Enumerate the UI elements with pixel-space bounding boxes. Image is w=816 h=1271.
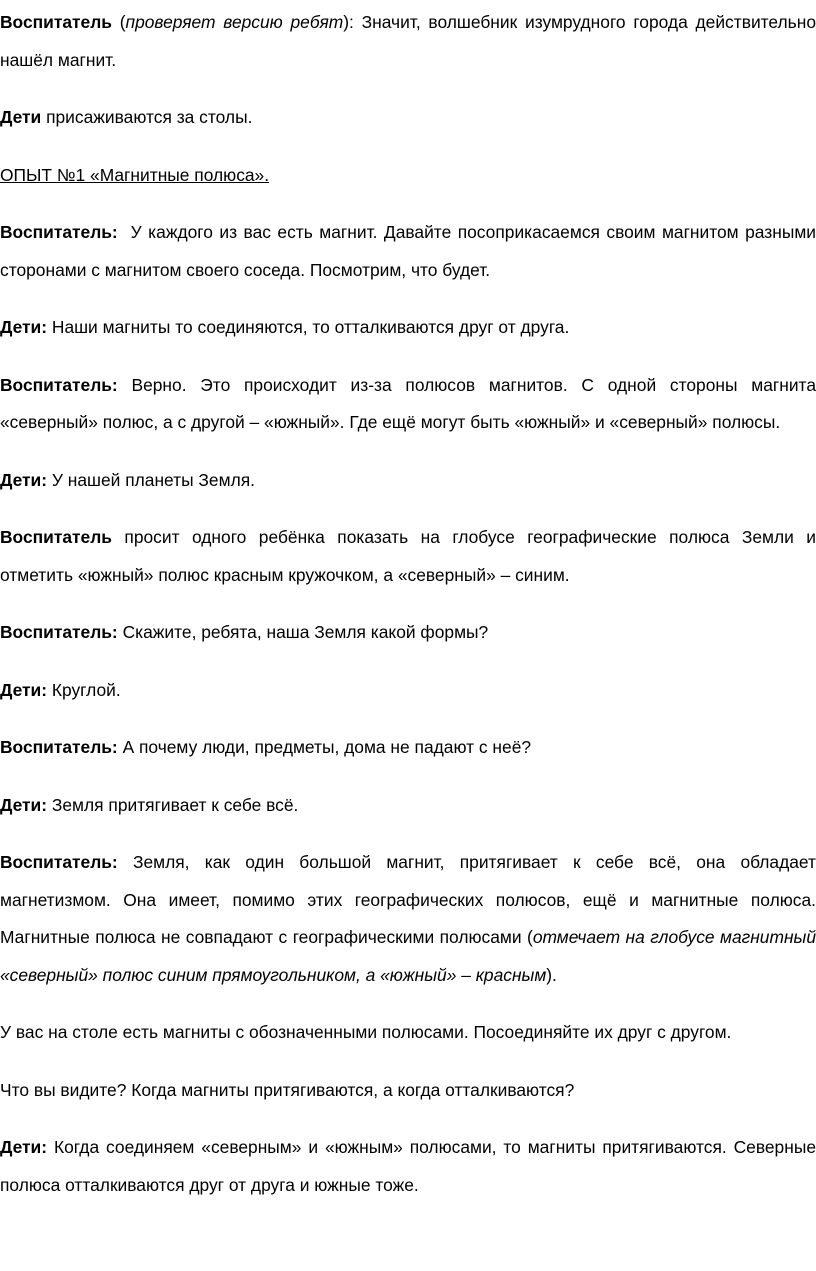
speaker-label: Дети: xyxy=(0,317,48,337)
paragraph-3-heading xyxy=(0,157,816,195)
text-run: Что вы видите? Когда магниты притягиваются, а когда отталкиваются? xyxy=(0,1079,575,1100)
speaker-label: Дети: xyxy=(0,679,48,700)
speaker-label: Дети xyxy=(0,107,42,127)
paragraph-10 xyxy=(0,672,816,710)
paragraph-8 xyxy=(0,519,816,594)
text-run: Верно. Это происходит из-за полюсов магнитов. С одной стороны магнита «северный» полюс, а с другой – «южный». Где ещё могут быть «южный» и «северный» полюсы. xyxy=(0,374,816,432)
speaker-label: Дети: xyxy=(0,794,48,815)
text-run: ). xyxy=(546,964,557,985)
stage-direction: проверяет версию ребят xyxy=(125,12,344,32)
speaker-label: Воспитатель: xyxy=(0,622,118,642)
speaker-label: Воспитатель: xyxy=(0,737,118,757)
paragraph-6 xyxy=(0,367,816,442)
paragraph-1 xyxy=(0,4,816,79)
speaker-label: Воспитатель: xyxy=(0,222,118,242)
paragraph-16 xyxy=(0,1129,816,1204)
text-run: Земля, как один большой магнит, притягивает к себе всё, она обладает магнетизмом. Она имеет, помимо этих географических полюсов, ещё и магнитные полюса. Магнитные полюса не совпадают с географическими полюсами ( xyxy=(0,852,816,947)
stage-direction: отмечает на глобусе магнитный «северный» полюс синим прямоугольником, а «южный» – красным xyxy=(0,927,816,985)
text-run: Скажите, ребята, наша Земля какой формы? xyxy=(117,622,489,642)
speaker-label: Дети: xyxy=(0,469,48,490)
text-run: Земля притягивает к себе всё. xyxy=(47,794,299,815)
text-run: ): Значит, волшебник изумрудного города действительно нашёл магнит. xyxy=(0,12,816,70)
paragraph-5 xyxy=(0,309,816,347)
paragraph-11 xyxy=(0,729,816,767)
experiment-heading: ОПЫТ №1 «Магнитные полюса». xyxy=(0,164,270,185)
speaker-label: Воспитатель: xyxy=(0,374,118,395)
speaker-label: Воспитатель xyxy=(0,527,112,547)
text-run: У каждого из вас есть магнит. Давайте посоприкасаемся своим магнитом разными сторонами с магнитом своего соседа. Посмотрим, что будет. xyxy=(0,222,816,280)
text-run: У вас на столе есть магниты с обозначенными полюсами. Посоединяйте их друг с другом. xyxy=(0,1022,732,1042)
paragraph-13 xyxy=(0,844,816,994)
text-run: Круглой. xyxy=(47,679,121,700)
paragraph-15 xyxy=(0,1072,816,1110)
paragraph-14 xyxy=(0,1014,816,1052)
paragraph-2 xyxy=(0,99,816,137)
paragraph-4 xyxy=(0,214,816,289)
text-run: Когда соединяем «северным» и «южным» полюсами, то магниты притягиваются. Северные полюса отталкиваются друг от друга и южные тоже. xyxy=(0,1137,816,1195)
paragraph-12 xyxy=(0,787,816,825)
paragraph-9 xyxy=(0,614,816,652)
text-run: У нашей планеты Земля. xyxy=(47,469,255,490)
speaker-label: Воспитатель xyxy=(0,12,112,32)
text-run: просит одного ребёнка показать на глобусе географические полюса Земли и отметить «южный» полюс красным кружочком, а «северный» – синим. xyxy=(0,527,816,585)
speaker-label: Воспитатель: xyxy=(0,852,118,872)
text-run: присаживаются за столы. xyxy=(41,107,253,127)
text-run: Наши магниты то соединяются, то отталкиваются друг от друга. xyxy=(47,317,570,337)
text-run: А почему люди, предметы, дома не падают с неё? xyxy=(117,737,532,757)
speaker-label: Дети: xyxy=(0,1137,48,1157)
paragraph-7 xyxy=(0,462,816,500)
text-run: ( xyxy=(111,12,126,32)
